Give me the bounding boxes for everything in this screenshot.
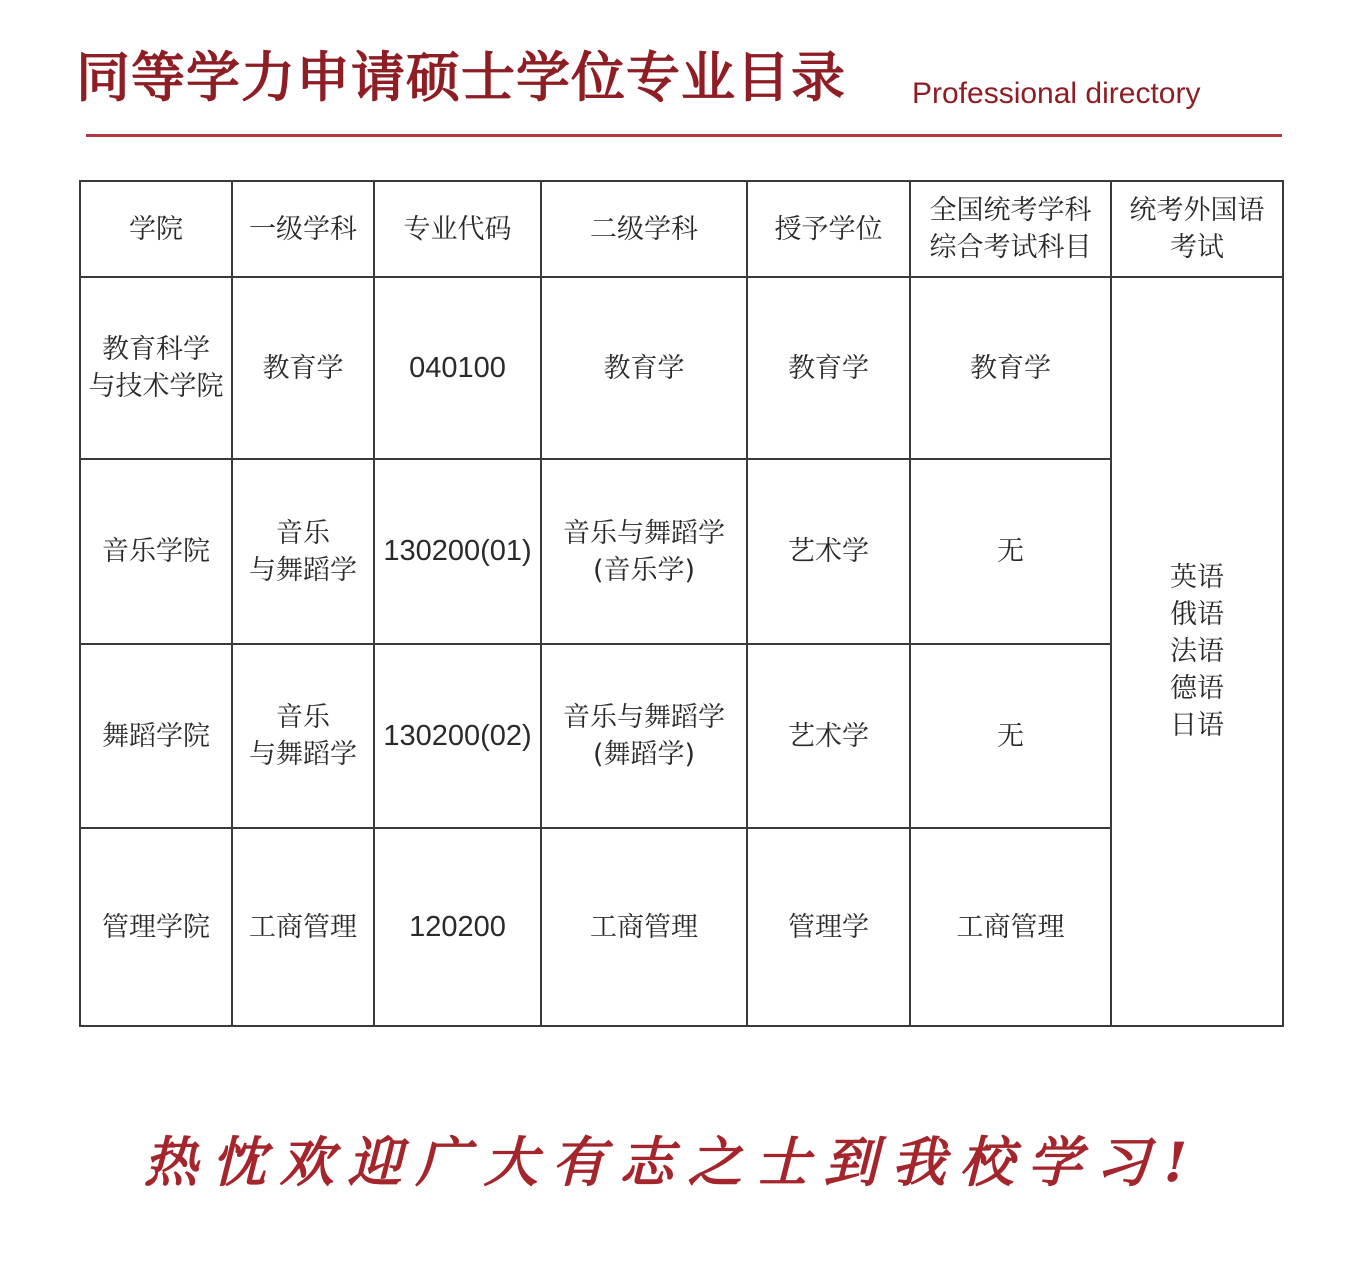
table-row <box>80 459 1283 644</box>
cell-exam-subject: 无 <box>910 644 1111 828</box>
cell-second-discipline: 音乐与舞蹈学 (音乐学) <box>541 459 747 644</box>
cell-college: 舞蹈学院 <box>80 644 232 828</box>
cell-exam-subject: 工商管理 <box>910 828 1111 1026</box>
cell-first-discipline: 音乐 与舞蹈学 <box>232 644 374 828</box>
cell-second-discipline: 工商管理 <box>541 828 747 1026</box>
cell-exam-subject: 无 <box>910 459 1111 644</box>
table-row <box>80 644 1283 828</box>
cell-first-discipline: 工商管理 <box>232 828 374 1026</box>
header-college: 学院 <box>80 181 232 277</box>
cell-first-discipline: 教育学 <box>232 277 374 459</box>
cell-college: 音乐学院 <box>80 459 232 644</box>
cell-degree: 教育学 <box>747 277 910 459</box>
cell-college: 教育科学 与技术学院 <box>80 277 232 459</box>
cell-degree: 艺术学 <box>747 459 910 644</box>
table-row <box>80 828 1283 1026</box>
cell-second-discipline: 教育学 <box>541 277 747 459</box>
page-header <box>76 38 1286 118</box>
page-title: 同等学力申请硕士学位专业目录 <box>76 46 846 109</box>
cell-exam-subject: 教育学 <box>910 277 1111 459</box>
cell-major-code: 040100 <box>374 277 541 459</box>
cell-college: 管理学院 <box>80 828 232 1026</box>
header-major-code: 专业代码 <box>374 181 541 277</box>
header-second-discipline: 二级学科 <box>541 181 747 277</box>
title-divider <box>86 134 1282 137</box>
table-row <box>80 277 1283 459</box>
header-exam-subject: 全国统考学科 综合考试科目 <box>910 181 1111 277</box>
cell-major-code: 120200 <box>374 828 541 1026</box>
cell-foreign-languages: 英语 俄语 法语 德语 日语 <box>1111 277 1283 1026</box>
cell-degree: 管理学 <box>747 828 910 1026</box>
cell-second-discipline: 音乐与舞蹈学 (舞蹈学) <box>541 644 747 828</box>
cell-major-code: 130200(02) <box>374 644 541 828</box>
page-subtitle: Professional directory <box>912 77 1201 110</box>
header-foreign-language: 统考外国语 考试 <box>1111 181 1283 277</box>
cell-major-code: 130200(01) <box>374 459 541 644</box>
cell-first-discipline: 音乐 与舞蹈学 <box>232 459 374 644</box>
directory-table <box>79 180 1284 1027</box>
header-degree: 授予学位 <box>747 181 910 277</box>
cell-degree: 艺术学 <box>747 644 910 828</box>
table-header-row <box>80 181 1283 277</box>
welcome-slogan: 热忱欢迎广大有志之士到我校学习! <box>143 1130 1202 1194</box>
header-first-discipline: 一级学科 <box>232 181 374 277</box>
